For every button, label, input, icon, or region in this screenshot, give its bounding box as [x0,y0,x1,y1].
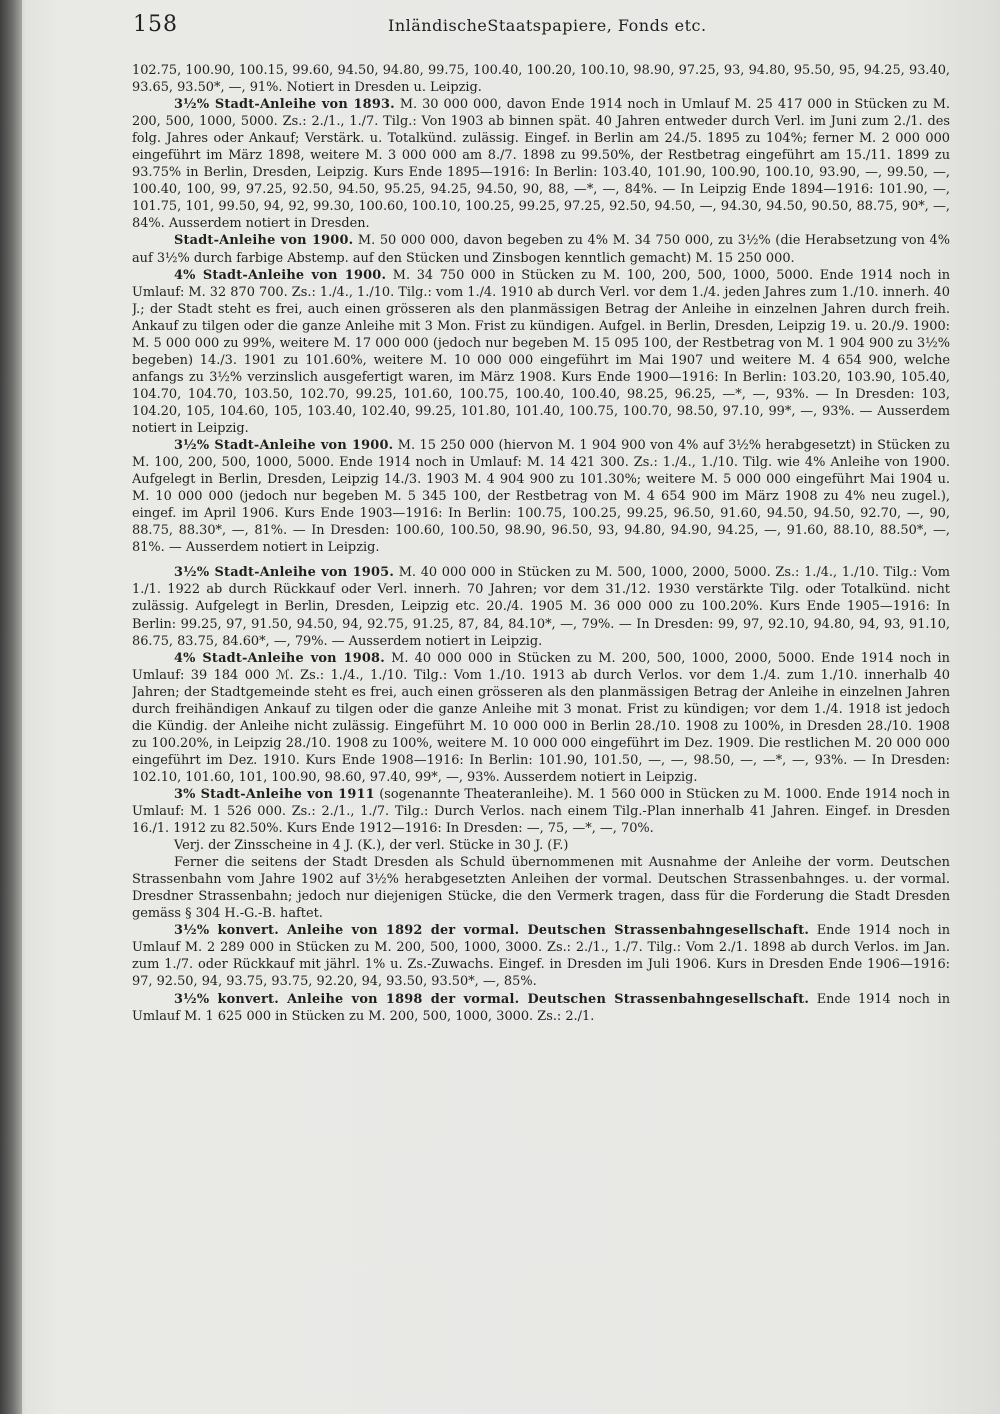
loan-heading: 3½% konvert. Anleihe von 1892 der vormal. Deutschen Strassenbahngesellschaft. [174,923,810,939]
paragraph-tramway-loan-1892: 3½% konvert. Anleihe von 1892 der vormal. Deutschen Strassenbahngesellschaft. Ende 1914 noch in Umlauf M. 2 289 000 in Stücken zu M. 200, 500, 1000, 3000. Zs.: 2./1., 1./7. Tilg.: Vom 2./1. 1898 ab durch Verlos. im Jan. zum 1./7. oder Rückkauf mit jährl. 1% u. Zs.-Zuwachs. Eingef. in Dresden im Juli 1906. Kurs in Dresden Ende 1906—1916: 97, 92.50, 94, 93.75, 93.75, 92.20, 94, 93.50, 93.50*, —, 85%. [132,923,950,990]
binding-gutter [0,0,22,1414]
paragraph-loan-1905: 3½% Stadt-Anleihe von 1905. M. 40 000 000 in Stücken zu M. 500, 1000, 2000, 5000. Zs.: 1./4., 1./10. Tilg.: Vom 1./1. 1922 ab durch Rückkauf oder Verl. innerh. 70 Jahren; vor dem 31./12. 1930 verstärkte Tilg. oder Totalkünd. nicht zulässig. Aufgelegt in Berlin, Dresden, Leipzig etc. 20./4. 1905 M. 36 000 000 zu 100.20%. Kurs Ende 1905—1916: In Berlin: 99.25, 97, 91.50, 94.50, 94, 92.75, 91.25, 87, 84, 84.10*, —, 79%. — In Dresden: 99, 97, 92.10, 94.80, 94, 93, 91.10, 86.75, 83.75, 84.60*, —, 79%. — Ausserdem notiert in Leipzig. [132,565,950,649]
paragraph-tramway-loan-1898: 3½% konvert. Anleihe von 1898 der vormal. Deutschen Strassenbahngesellschaft. Ende 1914 noch in Umlauf M. 1 625 000 in Stücken zu M. 200, 500, 1000, 3000. Zs.: 2./1. [132,991,950,1024]
paragraph-loan-1908: 4% Stadt-Anleihe von 1908. M. 40 000 000 in Stücken zu M. 200, 500, 1000, 2000, 5000. Ende 1914 noch in Umlauf: 39 184 000 ℳ. Zs.: 1./4., 1./10. Tilg.: Vom 1./10. 1913 ab durch Verlos. vor dem 1./4. zum 1./10. innerhalb 40 Jahren; der Stadtgemeinde steht es frei, auch einen grösseren als den planmässigen Betrag der Anleihe in einzelnen Jahren durch freihändigen Ankauf zu tilgen oder die ganze Anleihe mit 3 monat. Frist zu kündigen; vor dem 1./4. 1918 ist jedoch die Kündig. der Anleihe nicht zulässig. Eingeführt M. 10 000 000 in Berlin 28./10. 1908 zu 100%, in Dresden 28./10. 1908 zu 100.20%, in Leipzig 28./10. 1908 zu 100%, weitere M. 10 000 000 eingeführt im Dez. 1909. Die restlichen M. 20 000 000 eingeführt im Dez. 1910. Kurs Ende 1908—1916: In Berlin: 101.90, 101.50, —, —, 98.50, —, —*, —, 93%. — In Dresden: 102.10, 101.60, 101, 100.90, 98.60, 97.40, 99*, —, 93%. Ausserdem notiert in Leipzig. [132,650,950,785]
running-title: InländischeStaatspapiere, Fonds etc. [388,16,707,35]
loan-heading: 4% Stadt-Anleihe von 1908. [174,650,385,666]
page-number: 158 [133,12,178,37]
loan-heading: 3½% konvert. Anleihe von 1898 der vormal. Deutschen Strassenbahngesellschaft. [174,991,810,1007]
paragraph-loan-1900-4pct: 4% Stadt-Anleihe von 1900. M. 34 750 000 in Stücken zu M. 100, 200, 500, 1000, 5000. Ende 1914 noch in Umlauf: M. 32 870 700. Zs.: 1./4., 1./10. Tilg.: vom 1./4. 1910 ab durch Verl. vor dem 1./4. jeden Jahres zum 1./10. innerh. 40 J.; der Stadt steht es frei, auch einen grösseren als den planmässigen Betrag der Anleihe in einzelnen Jahren durch freih. Ankauf zu tilgen oder die ganze Anleihe mit 3 Mon. Frist zu kündigen. Aufgel. in Berlin, Dresden, Leipzig 19. u. 20./9. 1900: M. 5 000 000 zu 99%, weitere M. 17 000 000 (jedoch nur begeben M. 15 095 100, der Restbetrag von M. 1 904 900 zu 3½% begeben) 14./3. 1901 zu 101.60%, weitere M. 10 000 000 eingeführt im Mai 1907 und weitere M. 4 654 900, welche anfangs zu 3½% verzinslich ausgefertigt waren, im März 1908. Kurs Ende 1900—1916: In Berlin: 103.20, 103.90, 105.40, 104.70, 104.70, 103.50, 102.70, 99.25, 101.60, 100.75, 100.40, 100.40, 98.25, 96.25, —*, —, 93%. — In Dresden: 103, 104.20, 105, 104.60, 105, 103.40, 102.40, 99.25, 101.80, 101.40, 100.75, 100.70, 98.50, 97.10, 99*, —, 93%. — Ausserdem notiert in Leipzig. [132,267,950,436]
loan-heading: 3½% Stadt-Anleihe von 1893. [174,97,395,113]
paragraph-loan-1911: 3% Stadt-Anleihe von 1911 (sogenannte Theateranleihe). M. 1 560 000 in Stücken zu M. 1000. Ende 1914 noch in Umlauf: M. 1 526 000. Zs.: 2./1., 1./7. Tilg.: Durch Verlos. nach einem Tilg.-Plan innerhalb 41 Jahren. Eingef. in Dresden 16./1. 1912 zu 82.50%. Kurs Ende 1912—1916: In Dresden: —, 75, —*, —, 70%. [132,786,950,837]
paragraph-loan-1893: 3½% Stadt-Anleihe von 1893. M. 30 000 000, davon Ende 1914 noch in Umlauf M. 25 417 000 in Stücken zu M. 200, 500, 1000, 5000. Zs.: 2./1., 1./7. Tilg.: Von 1903 ab binnen spät. 40 Jahren entweder durch Verl. im Juni zum 2./1. des folg. Jahres oder Ankauf; Verstärk. u. Totalkünd. zulässig. Eingef. in Berlin am 24./5. 1895 zu 104%; ferner M. 2 000 000 eingeführt im März 1898, weitere M. 3 000 000 am 8./7. 1898 zu 99.50%, der Restbetrag eingeführt am 15./11. 1899 zu 93.75% in Berlin, Dresden, Leipzig. Kurs Ende 1895—1916: In Berlin: 103.40, 101.90, 100.90, 100.10, 93.90, —, 99.50, —, 100.40, 100, 99, 97.25, 92.50, 94.50, 95.25, 94.25, 94.50, 90, 88, —*, —, 84%. — In Leipzig Ende 1894—1916: 101.90, —, 101.75, 101, 99.50, 94, 92, 99.30, 100.60, 100.10, 100.25, 99.25, 97.25, 92.50, 94.50, —, 94.30, 94.50, 90.50, 88.75, 90*, —, 84%. Ausserdem notiert in Dresden. [132,97,950,232]
loan-heading: 4% Stadt-Anleihe von 1900. [174,267,387,283]
loan-heading: 3½% Stadt-Anleihe von 1905. [174,565,395,581]
paragraph-assumed-loans-note: Ferner die seitens der Stadt Dresden als Schuld übernommenen mit Ausnahme der Anleihe der vorm. Deutschen Strassenbahn vom Jahre 1902 auf 3½% herabgesetzten Anleihen der vormal. Deutschen Strassenbahnges. u. der vormal. Dresdner Strassenbahn; jedoch nur diejenigen Stücke, die den Vermerk tragen, dass für die Forderung die Stadt Dresden gemäss § 304 H.-G.-B. haftet. [132,855,950,922]
loan-heading: Stadt-Anleihe von 1900. [174,233,354,249]
page-body [132,62,950,1407]
paragraph-loan-1900-3-5pct: 3½% Stadt-Anleihe von 1900. M. 15 250 000 (hiervon M. 1 904 900 von 4% auf 3½% herabgesetzt) in Stücken zu M. 100, 200, 500, 1000, 5000. Ende 1914 noch in Umlauf: M. 14 421 300. Zs.: 1./4., 1./10. Tilg. wie 4% Anleihe von 1900. Aufgelegt in Berlin, Dresden, Leipzig 14./3. 1903 M. 4 904 900 zu 101.30%; weitere M. 5 000 000 eingeführt Mai 1904 u. M. 10 000 000 (jedoch nur begeben M. 5 345 100, der Restbetrag von M. 4 654 900 im März 1908 zu 4% neu zugel.), eingef. im April 1906. Kurs Ende 1903—1916: In Berlin: 100.75, 100.25, 99.25, 96.50, 91.60, 94.50, 94.50, 92.70, —, 90, 88.75, 88.30*, —, 81%. — In Dresden: 100.60, 100.50, 98.90, 96.50, 93, 94.80, 94.90, 94.25, —, 91.60, 88.10, 88.50*, —, 81%. — Ausserdem notiert in Leipzig. [132,438,950,556]
loan-heading: 3% Stadt-Anleihe von 1911 [174,786,375,802]
loan-heading: 3½% Stadt-Anleihe von 1900. [174,438,394,454]
paragraph-limitation-note: Verj. der Zinsscheine in 4 J. (K.), der verl. Stücke in 30 J. (F.) [174,838,569,854]
paragraph-loan-1900: Stadt-Anleihe von 1900. M. 50 000 000, davon begeben zu 4% M. 34 750 000, zu 3½% (die Herabsetzung von 4% auf 3½% durch farbige Abstemp. auf den Stücken und Zinsbogen kenntlich gemacht) M. 15 250 000. [132,233,950,266]
page-header [133,12,953,42]
paragraph-continued-quotes: 102.75, 100.90, 100.15, 99.60, 94.50, 94.80, 99.75, 100.40, 100.20, 100.10, 98.90, 97.25, 93, 94.80, 95.50, 95, 94.25, 93.40, 93.65, 93.50*, —, 91%. Notiert in Dresden u. Leipzig. [132,63,950,96]
